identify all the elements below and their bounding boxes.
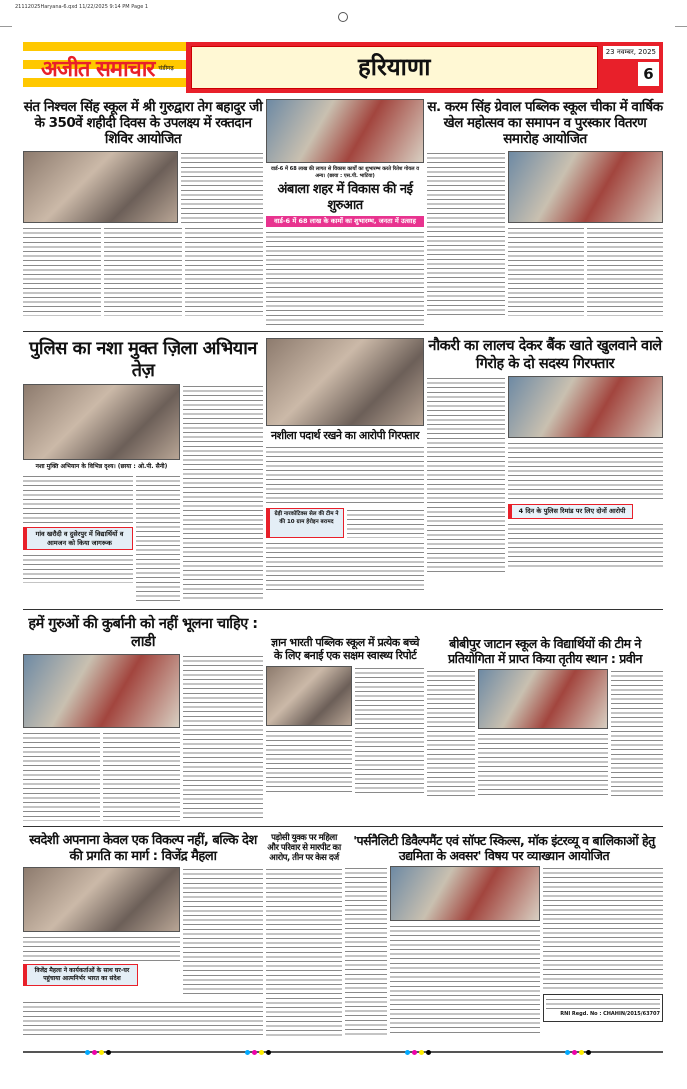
article-text <box>427 151 505 316</box>
article-text <box>136 474 180 604</box>
color-mark-yellow <box>419 1050 424 1055</box>
story-photo-column <box>508 376 663 576</box>
color-mark-yellow <box>579 1050 584 1055</box>
color-mark-yellow <box>259 1050 264 1055</box>
article-text <box>345 866 387 1036</box>
masthead <box>23 42 663 93</box>
story-left <box>23 384 180 604</box>
story-s12 <box>345 833 663 1037</box>
story-left <box>23 867 180 997</box>
story-photo-column <box>508 151 663 316</box>
story-columns <box>23 226 263 316</box>
story-s11 <box>266 833 342 1037</box>
headline: पड़ोसी युवक पर महिला और परिवार से मारपीट का आरोप, तीन पर केस दर्ज <box>267 833 341 864</box>
story-body <box>23 151 263 223</box>
news-photo <box>23 384 180 460</box>
story-body <box>266 508 424 538</box>
page-number: 6 <box>638 62 659 86</box>
color-mark-black <box>426 1050 431 1055</box>
story-columns <box>508 226 663 316</box>
color-mark-magenta <box>412 1050 417 1055</box>
headline: ज्ञान भारती पब्लिक स्कूल में प्रत्येक बच्चे के लिए बनाई एक सक्षम स्वास्थ्य रिपोर्ट <box>271 636 419 663</box>
article-text <box>355 666 424 795</box>
story-body <box>23 654 263 821</box>
article-text <box>543 866 663 991</box>
date-page-block <box>603 42 659 93</box>
story-s9 <box>427 616 663 821</box>
article-text <box>508 226 584 316</box>
story-s4 <box>23 338 263 604</box>
story-body <box>23 384 263 604</box>
headline: 'पर्सनैलिटी डिवैल्पमैंट एवं सॉफ्ट स्किल्स, मॉक इंटरव्यू व बालिकाओं हेतु उद्यमिता के अवसर' विषय पर व्याख्यान आयोजित <box>353 833 655 864</box>
article-text <box>611 669 663 798</box>
article-text <box>104 226 182 316</box>
rni-number: RNI Regd. No : CHAHIN/2015/63707 <box>560 1011 660 1018</box>
color-mark-yellow <box>99 1050 104 1055</box>
article-text <box>23 474 133 524</box>
article-text <box>23 731 100 821</box>
story-col <box>23 474 133 604</box>
story-body <box>266 666 424 795</box>
news-photo <box>266 99 424 163</box>
crop-mark <box>0 26 12 27</box>
article-text <box>508 441 663 501</box>
highlight-box: ग्रेड़ी नारकोटिक्स सेल की टीम ने की 10 ग्राम हेरोइन बरामद <box>266 508 344 538</box>
photo-caption: वार्ड-6 में 68 लाख की लागत से विकास कार्यों का शुभारम्भ करते रितेश गोयल व अन्य। (छाया : एस.पी. भाटिया) <box>270 166 420 179</box>
color-mark-cyan <box>245 1050 250 1055</box>
story-s10 <box>23 833 263 1037</box>
news-photo <box>23 867 180 932</box>
newspaper-logo: अजीत समाचार <box>41 56 155 82</box>
color-mark-cyan <box>565 1050 570 1055</box>
story-s5 <box>266 338 424 604</box>
photo-caption: नशा मुक्ति अभियान के विभिन्न दृश्य। (छाया : ओ.पी. सैनी) <box>35 463 168 471</box>
story-body <box>427 151 663 316</box>
color-mark-magenta <box>92 1050 97 1055</box>
article-text <box>508 522 663 567</box>
issue-date: 23 नवम्बर, 2025 <box>603 46 659 59</box>
article-text <box>266 729 352 795</box>
story-body <box>427 376 663 576</box>
headline: पुलिस का नशा मुक्त ज़िला अभियान तेज़ <box>29 338 257 381</box>
highlight-box: गांव खरौदी व दुसेरपुर में विद्यार्थियों व आमजन को किया जागरूक <box>23 527 133 550</box>
headline: अंबाला शहर में विकास की नई शुरुआत <box>277 182 413 213</box>
article-text <box>103 731 180 821</box>
news-photo <box>266 666 352 726</box>
story-right <box>543 866 663 1036</box>
story-columns <box>23 474 180 604</box>
article-text <box>390 924 540 1036</box>
article-text <box>23 935 180 961</box>
print-footer <box>23 1046 663 1058</box>
article-text <box>23 226 101 316</box>
article-text <box>587 226 663 316</box>
story-body <box>23 867 263 997</box>
news-row <box>23 96 663 332</box>
color-mark-magenta <box>252 1050 257 1055</box>
story-s3 <box>427 99 663 326</box>
imprint-text <box>546 997 660 1011</box>
story-s6 <box>427 338 663 604</box>
news-photo <box>23 654 180 728</box>
article-text <box>478 732 608 798</box>
news-photo <box>478 669 608 729</box>
headline: स्वदेशी अपनाना केवल एक विकल्प नहीं, बल्कि देश की प्रगति का मार्ग : विजेंद्र मैहला <box>29 833 257 864</box>
news-photo <box>266 338 424 426</box>
color-mark-black <box>266 1050 271 1055</box>
news-photo <box>508 376 663 438</box>
news-photo <box>23 151 178 223</box>
article-text <box>23 553 133 583</box>
story-s7 <box>23 616 263 821</box>
headline: बीबीपुर जाटान स्कूल के विद्यार्थियों की टीम ने प्रतियोगिता में प्राप्त किया तृतीय स्थान : प्रवीन <box>448 636 642 667</box>
edition-city: चंडीगढ़ <box>158 64 174 72</box>
subheadline: वार्ड-6 में 68 लाख के कामों का शुभारम्भ, जनता में उत्साह <box>266 216 424 227</box>
article-text <box>266 445 424 505</box>
highlight-box: 4 दिन के पुलिस रिमांड पर लिए दोनों आरोपी <box>508 504 633 518</box>
headline: नशीला पदार्थ रखने का आरोपी गिरफ्तार <box>270 429 420 443</box>
article-text <box>23 1000 263 1036</box>
news-photo <box>390 866 540 921</box>
story-body <box>427 669 663 798</box>
article-text <box>427 376 505 576</box>
article-text <box>266 867 342 1037</box>
color-mark-black <box>106 1050 111 1055</box>
file-slug: 21112025Haryana-6.qxd 11/22/2025 9:14 PM Page 1 <box>15 4 149 10</box>
color-mark-magenta <box>572 1050 577 1055</box>
section-title: हरियाणा <box>191 46 598 89</box>
logo-area <box>23 42 186 93</box>
news-photo <box>508 151 663 223</box>
story-columns <box>23 731 180 821</box>
story-photo-column <box>390 866 540 1036</box>
article-text <box>183 384 263 599</box>
story-s1 <box>23 99 263 326</box>
article-text <box>183 654 263 821</box>
color-mark-cyan <box>85 1050 90 1055</box>
headline: हमें गुरुओं की कुर्बानी को नहीं भूलना चाहिए : लाडी <box>28 616 258 650</box>
color-mark-cyan <box>405 1050 410 1055</box>
color-mark-black <box>586 1050 591 1055</box>
story-s2 <box>266 99 424 326</box>
news-row <box>23 335 663 610</box>
registration-mark-icon <box>338 12 348 22</box>
crop-mark <box>675 26 687 27</box>
article-text <box>185 226 263 316</box>
highlight-box: विजेंद्र मैहला ने कार्यकर्ताओं के साथ घर-घर पहुंचाया आत्मनिर्भर भारत का संदेश <box>23 964 138 986</box>
story-s8 <box>266 616 424 821</box>
story-left <box>23 654 180 821</box>
story-photo-column <box>478 669 608 798</box>
article-text <box>181 151 263 223</box>
news-row <box>23 613 663 827</box>
page-body <box>23 96 663 1058</box>
article-text <box>266 230 424 326</box>
story-left <box>266 666 352 795</box>
article-text <box>266 541 424 591</box>
headline: नौकरी का लालच देकर बैंक खाते खुलवाने वाले गिरोह के दो सदस्य गिरफ्तार <box>428 338 662 372</box>
article-text <box>347 508 424 538</box>
article-text <box>183 867 263 997</box>
headline: स. करम सिंह ग्रेवाल पब्लिक स्कूल चीका में वार्षिक खेल महोत्सव का समापन व पुरस्कार वितरण समारोह आयोजित <box>427 99 663 148</box>
headline: संत निश्चल सिंह स्कूल में श्री गुरुद्वारा तेग बहादुर जी के 350वें शहीदी दिवस के उपलक्ष्य में रक्तदान शिविर आयोजित <box>23 99 263 148</box>
article-text <box>427 669 475 798</box>
news-row <box>23 830 663 1042</box>
print-imprint <box>543 994 663 1022</box>
story-body <box>345 866 663 1036</box>
